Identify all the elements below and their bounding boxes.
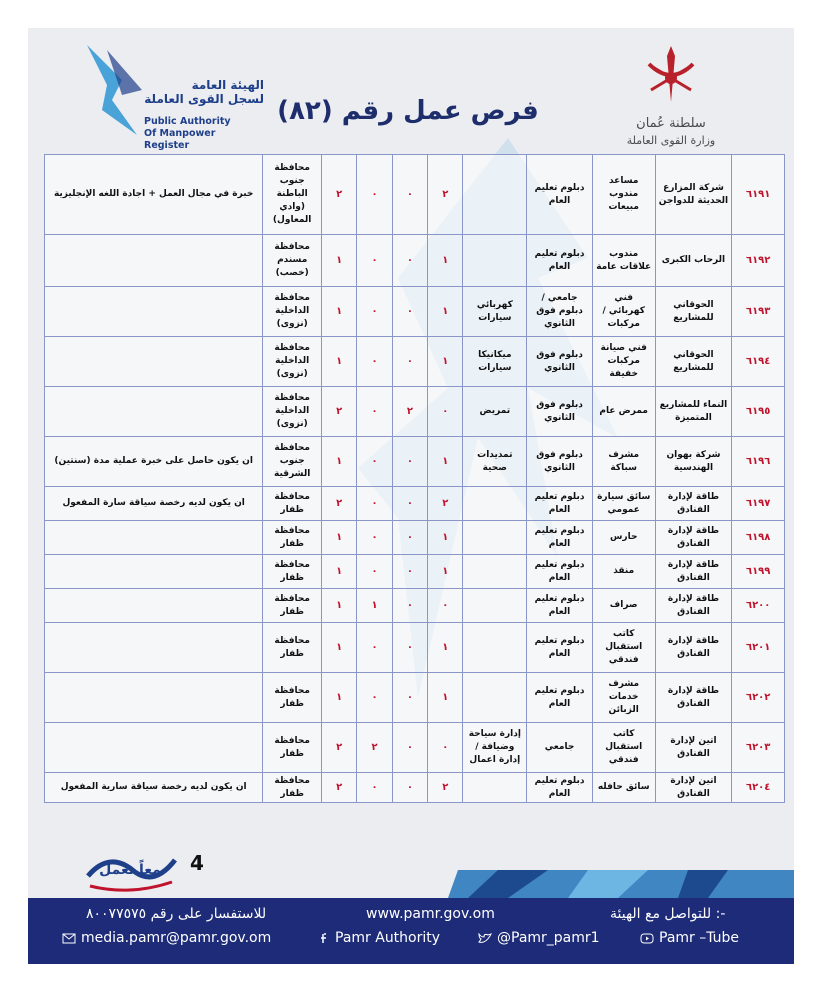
cell-c4: ١ [428,673,463,723]
mail-icon [62,933,76,944]
cell-c1: ٢ [321,487,356,521]
cell-qualification: دبلوم تعليم العام [527,623,593,673]
cell-location: محافظة ظفار [263,623,322,673]
cell-no: ٦١٩٣ [732,287,785,337]
cell-location: محافظة جنوب الباطنة (وادي المعاول) [263,155,322,235]
cell-c3: ٠ [392,673,427,723]
cell-job: فني كهربائي / مركبات [592,287,655,337]
cell-c2: ٠ [357,235,392,287]
cell-c3: ٠ [392,287,427,337]
cell-location: محافظة الداخلية (نزوى) [263,387,322,437]
cell-c4: ٠ [428,387,463,437]
footer-twitter[interactable] [478,930,600,946]
cell-qualification: دبلوم فوق الثانوي [527,437,593,487]
table-row [45,337,785,387]
cell-c3: ٠ [392,521,427,555]
youtube-text: Pamr –Tube [659,930,740,946]
cell-company: طاقة لإدارة الفنادق [655,521,732,555]
cell-specialization [463,589,527,623]
cell-job: صراف [592,589,655,623]
cell-location: محافظة ظفار [263,723,322,773]
table-row [45,555,785,589]
cell-no: ٦٢٠٤ [732,773,785,803]
cell-notes [45,555,263,589]
cell-company: الرحاب الكبرى [655,235,732,287]
cell-c1: ١ [321,623,356,673]
cell-qualification: دبلوم تعليم العام [527,773,593,803]
cell-job: حارس [592,521,655,555]
cell-job: سائق حافله [592,773,655,803]
cell-c3: ٠ [392,437,427,487]
cell-c1: ١ [321,673,356,723]
cell-c4: ٢ [428,773,463,803]
page-title: فرص عمل رقم (٨٢) [277,96,539,126]
cell-location: محافظة ظفار [263,773,322,803]
cell-c1: ١ [321,287,356,337]
cell-company: الحوقاني للمشاريع [655,287,732,337]
cell-company: الحوقاني للمشاريع [655,337,732,387]
cell-notes [45,723,263,773]
cell-location: محافظة الداخلية (نزوى) [263,337,322,387]
cell-c4: ٠ [428,589,463,623]
cell-c2: ١ [357,589,392,623]
cell-specialization [463,521,527,555]
cell-c1: ١ [321,337,356,387]
footer-youtube[interactable] [640,930,739,946]
cell-c1: ٢ [321,387,356,437]
cell-qualification: دبلوم تعليم العام [527,235,593,287]
cell-location: محافظة مسندم (خصب) [263,235,322,287]
cell-c4: ١ [428,555,463,589]
cell-company: اتين لإدارة الفنادق [655,723,732,773]
cell-qualification: دبلوم تعليم العام [527,521,593,555]
table-row [45,155,785,235]
cell-job: فني صيانة مركبات خفيفة [592,337,655,387]
cell-c3: ٠ [392,773,427,803]
cell-specialization [463,155,527,235]
cell-c3: ٠ [392,623,427,673]
cell-no: ٦١٩٢ [732,235,785,287]
cell-job: مشرف خدمات الزبائن [592,673,655,723]
cell-specialization: إدارة سياحة وضيافة / إدارة اعمال [463,723,527,773]
cell-c4: ٠ [428,723,463,773]
cell-c1: ٢ [321,155,356,235]
authority-emblem-icon [82,40,152,140]
cell-company: طاقة لإدارة الفنادق [655,487,732,521]
cell-c1: ٢ [321,723,356,773]
table-row [45,521,785,555]
cell-specialization [463,673,527,723]
job-listing-page [28,28,794,964]
cell-no: ٦١٩٨ [732,521,785,555]
cell-notes: ان يكون حاصل على خبرة عملية مدة (سنتين) [45,437,263,487]
cell-job: كاتب استقبال فندقي [592,723,655,773]
cell-no: ٦١٩٤ [732,337,785,387]
contact-label: للتواصل مع الهيئة :- [610,906,726,922]
cell-c4: ١ [428,521,463,555]
table-row [45,287,785,337]
cell-c2: ٠ [357,155,392,235]
cell-notes [45,673,263,723]
cell-location: محافظة ظفار [263,521,322,555]
youtube-icon [640,933,654,944]
cell-c4: ١ [428,337,463,387]
jobs-table [44,154,785,803]
cell-job: مشرف سباكة [592,437,655,487]
cell-no: ٦١٩٥ [732,387,785,437]
table-row [45,623,785,673]
cell-qualification: جامعي / دبلوم فوق الثانوي [527,287,593,337]
cell-job: سائق سيارة عمومي [592,487,655,521]
cell-company: شركة بهوان الهندسية [655,437,732,487]
table-row [45,437,785,487]
cell-no: ٦٢٠٢ [732,673,785,723]
ministry-logo [616,42,726,147]
cell-no: ٦١٩١ [732,155,785,235]
table-row [45,487,785,521]
cell-location: محافظة ظفار [263,589,322,623]
cell-company: طاقة لإدارة الفنادق [655,623,732,673]
cell-company: طاقة لإدارة الفنادق [655,589,732,623]
cell-specialization: تمديدات صحية [463,437,527,487]
cell-location: محافظة ظفار [263,673,322,723]
cell-job: منقذ [592,555,655,589]
cell-job: ممرض عام [592,387,655,437]
jobs-table-body [45,155,785,803]
table-row [45,235,785,287]
authority-name-en: Public Authority Of Manpower Register [144,116,231,151]
cell-notes: خبرة في مجال العمل + اجادة اللغه الإنجليزية [45,155,263,235]
footer-facebook[interactable] [316,930,440,946]
cell-c2: ٠ [357,555,392,589]
authority-logo [82,40,264,151]
cell-qualification: دبلوم فوق الثانوي [527,337,593,387]
table-row [45,387,785,437]
cell-notes [45,623,263,673]
cell-company: شركة المزارع الحديثة للدواجن [655,155,732,235]
cell-qualification: دبلوم تعليم العام [527,589,593,623]
cell-company: اتين لإدارة الفنادق [655,773,732,803]
table-row [45,723,785,773]
email-text: media.pamr@pamr.gov.om [81,930,272,946]
cell-company: طاقة لإدارة الفنادق [655,555,732,589]
cell-c1: ١ [321,555,356,589]
cell-c4: ١ [428,623,463,673]
cell-location: محافظة ظفار [263,555,322,589]
cell-notes [45,521,263,555]
cell-notes [45,287,263,337]
cell-c1: ١ [321,521,356,555]
khanjar-emblem-icon [641,42,701,108]
cell-c2: ٠ [357,387,392,437]
cell-location: محافظة جنوب الشرقية [263,437,322,487]
footer-email[interactable] [62,930,271,946]
cell-c1: ١ [321,589,356,623]
cell-qualification: جامعي [527,723,593,773]
cell-company: طاقة لإدارة الفنادق [655,673,732,723]
cell-qualification: دبلوم تعليم العام [527,555,593,589]
cell-specialization [463,487,527,521]
cell-c3: ٠ [392,723,427,773]
cell-c3: ٠ [392,589,427,623]
cell-c2: ٠ [357,487,392,521]
cell-job: مساعد مندوب مبيعات [592,155,655,235]
cell-c2: ٠ [357,437,392,487]
cell-c3: ٠ [392,235,427,287]
cell-notes: ان يكون لديه رخصة سياقة سارة المفعول [45,487,263,521]
cell-notes [45,235,263,287]
cell-c4: ٢ [428,487,463,521]
cell-specialization [463,623,527,673]
facebook-icon [316,933,330,944]
cell-notes: ان يكون لديه رخصة سياقة سارية المفعول [45,773,263,803]
cell-no: ٦٢٠٣ [732,723,785,773]
cell-c3: ٠ [392,487,427,521]
cell-c2: ٢ [357,723,392,773]
cell-specialization: كهربائي سيارات [463,287,527,337]
cell-location: محافظة الداخلية (نزوى) [263,287,322,337]
cell-notes [45,387,263,437]
cell-c4: ١ [428,437,463,487]
cell-location: محافظة ظفار [263,487,322,521]
cell-specialization [463,555,527,589]
facebook-text: Pamr Authority [335,930,441,946]
cell-no: ٦١٩٦ [732,437,785,487]
cell-qualification: دبلوم تعليم العام [527,673,593,723]
cell-c2: ٠ [357,673,392,723]
cell-job: مندوب علاقات عامة [592,235,655,287]
cell-c2: ٠ [357,521,392,555]
cell-c3: ٢ [392,387,427,437]
twitter-text: @Pamr_pamr1 [497,930,600,946]
cell-specialization [463,773,527,803]
cell-specialization: ميكانيكا سيارات [463,337,527,387]
cell-specialization [463,235,527,287]
cell-c3: ٠ [392,155,427,235]
cell-notes [45,337,263,387]
cell-c4: ١ [428,287,463,337]
cell-no: ٦١٩٩ [732,555,785,589]
cell-c2: ٠ [357,287,392,337]
svg-text:معاً نعمل: معاً نعمل [99,862,161,878]
table-row [45,773,785,803]
cell-c3: ٠ [392,555,427,589]
cell-qualification: دبلوم تعليم العام [527,155,593,235]
cell-c3: ٠ [392,337,427,387]
cell-c2: ٠ [357,623,392,673]
twitter-icon [478,933,492,944]
table-row [45,589,785,623]
cell-no: ٦٢٠١ [732,623,785,673]
cell-notes [45,589,263,623]
cell-c4: ٢ [428,155,463,235]
page-number: 4 [190,851,204,875]
website-link[interactable]: www.pamr.gov.om [366,906,495,922]
cell-specialization: تمريض [463,387,527,437]
cell-qualification: دبلوم فوق الثانوي [527,387,593,437]
cell-no: ٦٢٠٠ [732,589,785,623]
cell-qualification: دبلوم تعليم العام [527,487,593,521]
inquiry-text: للاستفسار على رقم ٨٠٠٧٧٥٧٥ [86,906,267,922]
authority-name-ar: الهيئة العامة لسجل القوى العاملة [144,78,264,106]
cell-c4: ١ [428,235,463,287]
cell-c1: ٢ [321,773,356,803]
cell-c2: ٠ [357,337,392,387]
cell-job: كاتب استقبال فندقي [592,623,655,673]
cell-company: النماء للمشاريع المتميزة [655,387,732,437]
cell-no: ٦١٩٧ [732,487,785,521]
ministry-name-line2: وزارة القوى العاملة [626,134,716,147]
table-row [45,673,785,723]
cell-c1: ١ [321,437,356,487]
ministry-name-line1: سلطنة عُمان [636,116,706,131]
cell-c1: ١ [321,235,356,287]
cell-c2: ٠ [357,773,392,803]
